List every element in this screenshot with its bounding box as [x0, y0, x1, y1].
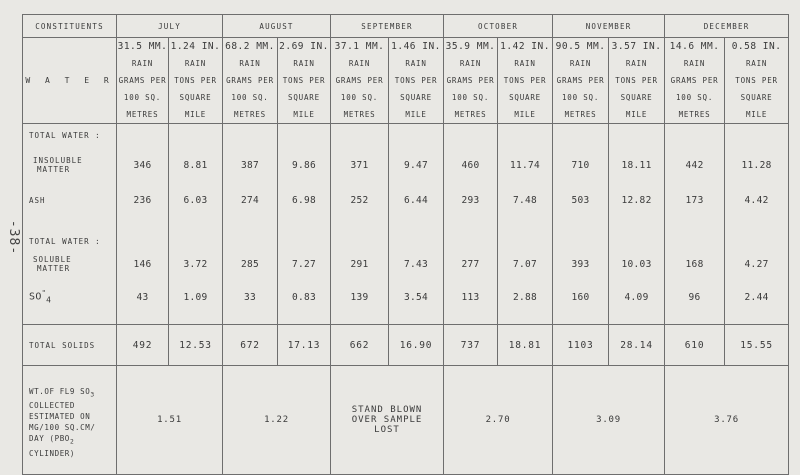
table-cell: 1.09 — [169, 282, 223, 312]
row-label: ASH — [23, 184, 117, 216]
table-cell: 3.09 — [553, 366, 665, 475]
table-row-soluble — [23, 246, 789, 282]
month-header-september: SEPTEMBER — [331, 15, 444, 38]
table-cell: 7.48 — [498, 184, 553, 216]
constituents-header: CONSTITUENTS — [23, 15, 117, 38]
table-cell: 173 — [665, 184, 725, 216]
rain-mm-cell: 31.5 MM. RAIN GRAMS PER 100 SQ. METRES — [117, 38, 169, 124]
rain-mm-cell: 35.9 MM. RAIN GRAMS PER 100 SQ. METRES — [444, 38, 498, 124]
row-label: INSOLUBLE MATTER — [23, 146, 117, 184]
table-cell: 610 — [665, 325, 725, 366]
table-cell: 1103 — [553, 325, 609, 366]
table-cell: 168 — [665, 246, 725, 282]
table-cell: 277 — [444, 246, 498, 282]
rain-in-cell: 1.42 IN. RAIN TONS PER SQUARE MILE — [498, 38, 553, 124]
rain-mm-cell: 90.5 MM. RAIN GRAMS PER 100 SQ. METRES — [553, 38, 609, 124]
table-cell: 503 — [553, 184, 609, 216]
row-label: TOTAL SOLIDS — [23, 325, 117, 366]
table-row-so3-collected — [23, 366, 789, 475]
table-cell: 139 — [331, 282, 389, 312]
rain-in-cell: 0.58 IN. RAIN TONS PER SQUARE MILE — [725, 38, 789, 124]
table-cell: 16.90 — [389, 325, 444, 366]
table-cell: 2.70 — [444, 366, 553, 475]
stand-blown-note: STAND BLOWN OVER SAMPLE LOST — [331, 366, 444, 475]
month-header-december: DECEMBER — [665, 15, 789, 38]
row-label: $SO^"_4$ — [23, 282, 117, 312]
table-cell: 7.43 — [389, 246, 444, 282]
table-cell: 8.81 — [169, 146, 223, 184]
table-cell: 737 — [444, 325, 498, 366]
table-cell: 96 — [665, 282, 725, 312]
page-number: -38- — [6, 219, 22, 256]
table-cell: 6.98 — [278, 184, 331, 216]
table-cell: 18.81 — [498, 325, 553, 366]
rain-in-cell: 1.46 IN. RAIN TONS PER SQUARE MILE — [389, 38, 444, 124]
header-row — [23, 15, 789, 38]
table-row-so4 — [23, 282, 789, 312]
table-cell: 4.27 — [725, 246, 789, 282]
month-header-october: OCTOBER — [444, 15, 553, 38]
rain-in-cell: 3.57 IN. RAIN TONS PER SQUARE MILE — [609, 38, 665, 124]
table-cell: 672 — [223, 325, 278, 366]
table-cell: 6.44 — [389, 184, 444, 216]
table-cell: 371 — [331, 146, 389, 184]
table-cell: 9.47 — [389, 146, 444, 184]
month-header-august: AUGUST — [223, 15, 331, 38]
table-cell: 236 — [117, 184, 169, 216]
rain-mm-cell: 14.6 MM. RAIN GRAMS PER 100 SQ. METRES — [665, 38, 725, 124]
table-cell: 252 — [331, 184, 389, 216]
table-cell: 160 — [553, 282, 609, 312]
table-cell: 293 — [444, 184, 498, 216]
table-cell: 492 — [117, 325, 169, 366]
section-head-soluble — [23, 216, 789, 246]
table-cell: 3.72 — [169, 246, 223, 282]
table-cell: 11.74 — [498, 146, 553, 184]
table-cell: 3.76 — [665, 366, 789, 475]
table-cell: 0.83 — [278, 282, 331, 312]
table-cell: 33 — [223, 282, 278, 312]
table-cell: 4.42 — [725, 184, 789, 216]
table-row-ash — [23, 184, 789, 216]
table-cell: 460 — [444, 146, 498, 184]
table-cell: 442 — [665, 146, 725, 184]
rain-mm-cell: 68.2 MM. RAIN GRAMS PER 100 SQ. METRES — [223, 38, 278, 124]
month-header-july: JULY — [117, 15, 223, 38]
table-cell: 285 — [223, 246, 278, 282]
rain-in-cell: 2.69 IN. RAIN TONS PER SQUARE MILE — [278, 38, 331, 124]
table-cell: 291 — [331, 246, 389, 282]
table-cell: 274 — [223, 184, 278, 216]
spacer-row — [23, 312, 789, 325]
table-cell: 1.51 — [117, 366, 223, 475]
table-cell: 43 — [117, 282, 169, 312]
row-label: WT.OF FL9 $SO_3$ COLLECTED ESTIMATED ON MG/100 SQ.CM/ DAY ($PBO_2$ CYLINDER) — [23, 366, 117, 475]
table-cell: 7.07 — [498, 246, 553, 282]
table-cell: 4.09 — [609, 282, 665, 312]
table-cell: 662 — [331, 325, 389, 366]
table-cell: 18.11 — [609, 146, 665, 184]
table-cell: 387 — [223, 146, 278, 184]
table-cell: 146 — [117, 246, 169, 282]
table-cell: 9.86 — [278, 146, 331, 184]
table-cell: 7.27 — [278, 246, 331, 282]
rain-in-cell: 1.24 IN. RAIN TONS PER SQUARE MILE — [169, 38, 223, 124]
table-row-total-solids — [23, 325, 789, 366]
table-cell: 15.55 — [725, 325, 789, 366]
row-label: SOLUBLE MATTER — [23, 246, 117, 282]
table-cell: 1.22 — [223, 366, 331, 475]
month-header-november: NOVEMBER — [553, 15, 665, 38]
table-cell: 12.53 — [169, 325, 223, 366]
water-label: W A T E R — [23, 38, 117, 124]
table-cell: 346 — [117, 146, 169, 184]
constituents-table — [22, 14, 789, 475]
table-row-insoluble — [23, 146, 789, 184]
section-label: TOTAL WATER : — [23, 124, 117, 147]
table-cell: 3.54 — [389, 282, 444, 312]
table-cell: 710 — [553, 146, 609, 184]
table-cell: 10.03 — [609, 246, 665, 282]
table-cell: 393 — [553, 246, 609, 282]
table-cell: 11.28 — [725, 146, 789, 184]
table-cell: 2.88 — [498, 282, 553, 312]
table-cell: 113 — [444, 282, 498, 312]
rain-mm-cell: 37.1 MM. RAIN GRAMS PER 100 SQ. METRES — [331, 38, 389, 124]
table-cell: 28.14 — [609, 325, 665, 366]
section-label: TOTAL WATER : — [23, 216, 117, 246]
section-head-insoluble — [23, 124, 789, 147]
units-row — [23, 38, 789, 124]
table-cell: 12.82 — [609, 184, 665, 216]
table-cell: 6.03 — [169, 184, 223, 216]
table-cell: 17.13 — [278, 325, 331, 366]
table-cell: 2.44 — [725, 282, 789, 312]
